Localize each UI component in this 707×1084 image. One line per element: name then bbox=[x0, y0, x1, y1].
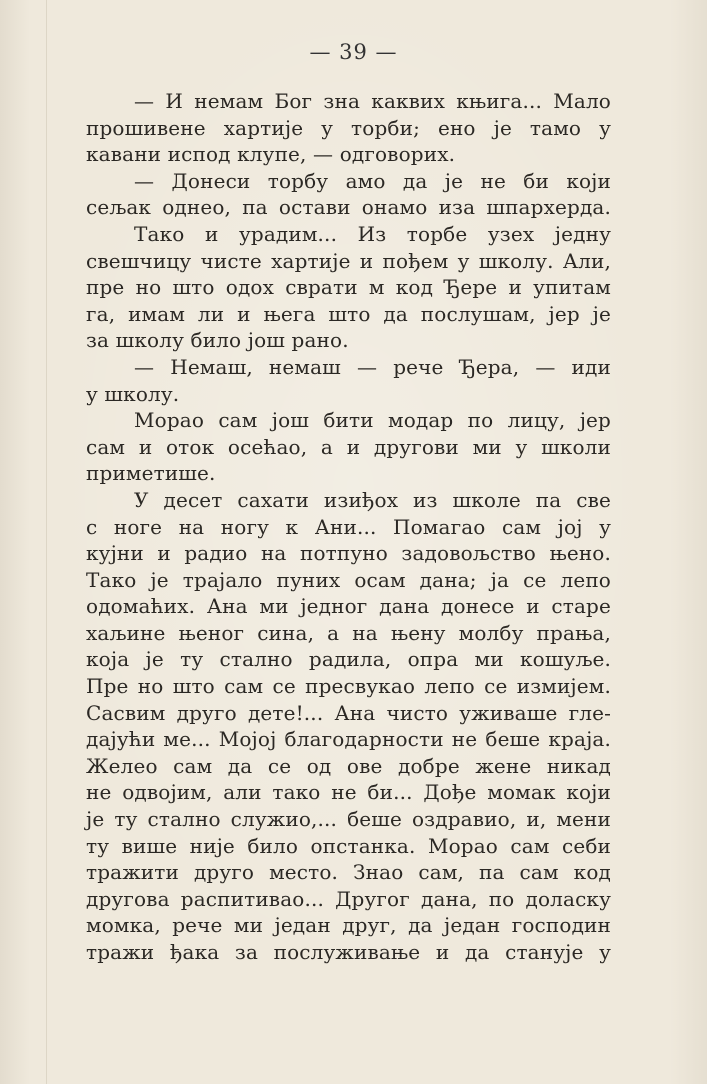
text-line: за школу било још рано. bbox=[86, 328, 349, 353]
text-line: другова распитивао... Другог дана, по доласку bbox=[86, 886, 611, 911]
text-line: момка, рече ми један друг, да један господин bbox=[86, 913, 611, 938]
text-line: пре но што одох сврати м код Ђере и упитам bbox=[86, 275, 611, 300]
text-line: — Донеси торбу амо да је не би који bbox=[134, 168, 611, 193]
text-line: — И немам Бог зна каквих књига... Мало bbox=[134, 89, 611, 113]
text-line: — Немаш, немаш — рече Ђера, — иди bbox=[134, 354, 611, 379]
text-line: ту више није било опстанка. Морао сам себи bbox=[86, 833, 611, 858]
text-line: је ту стално служио,... беше оздравио, и, мени bbox=[86, 807, 611, 832]
text-line: тражити друго место. Знао сам, па сам код bbox=[86, 860, 611, 885]
page-fold-line bbox=[46, 0, 47, 1084]
body-text bbox=[86, 88, 611, 966]
text-line: тражи ђака за послуживање и да станује у bbox=[86, 940, 611, 964]
text-line: сам и оток осећао, а и другови ми у школи bbox=[86, 434, 611, 459]
text-line: У десет сахати изиђох из школе па све bbox=[134, 487, 611, 512]
text-line: не одвојим, али тако не би... Дође момак који bbox=[86, 780, 611, 805]
text-line: дајући ме... Мојој благодарности не беше краја. bbox=[86, 727, 611, 752]
text-line: Сасвим друго дете!... Ана чисто уживаше гле- bbox=[86, 700, 611, 725]
text-line: хаљине њеног сина, а на њену молбу прања, bbox=[86, 620, 611, 645]
text-line: кујни и радио на потпуно задовољство њено. bbox=[86, 541, 611, 566]
text-line: приметише. bbox=[86, 461, 216, 486]
text-line: кавани испод клупе, — одговорих. bbox=[86, 142, 456, 167]
text-line: с ноге на ногу к Ани... Помагао сам јој у bbox=[86, 514, 611, 539]
text-line: свешчицу чисте хартије и пођем у школу. Али, bbox=[86, 248, 611, 273]
text-line: у школу. bbox=[86, 381, 180, 406]
text-line: Желео сам да се од ове добре жене никад bbox=[86, 753, 611, 778]
text-line: Тако и урадим... Из торбе узех једну bbox=[134, 221, 611, 246]
text-line: Морао сам још бити модар по лицу, јер bbox=[134, 408, 611, 433]
text-line: Тако је трајало пуних осам дана; ја се лепо bbox=[86, 567, 611, 592]
page-number: — 39 — bbox=[309, 40, 398, 64]
text-line: га, имам ли и њега што да послушам, јер је bbox=[86, 301, 611, 326]
text-line: одомаћих. Ана ми једног дана донесе и старе bbox=[86, 594, 611, 619]
text-line: сељак однео, па остави онамо иза шпархерда. bbox=[86, 195, 611, 220]
text-line: која је ту стално радила, опра ми кошуље. bbox=[86, 647, 611, 672]
text-line: прошивене хартије у торби; ено је тамо у bbox=[86, 115, 611, 140]
text-line: Пре но што сам се пресвукао лепо се измијем. bbox=[86, 674, 611, 699]
